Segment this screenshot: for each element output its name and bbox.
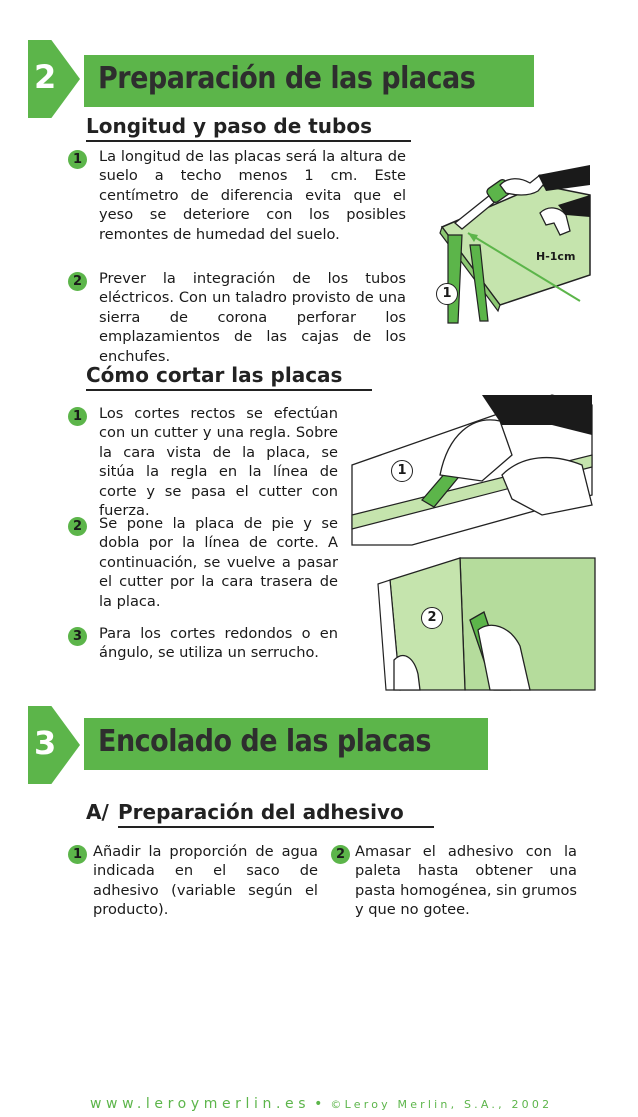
subsection-underline (86, 389, 372, 391)
step-badge: 2 (331, 845, 350, 864)
cutter-ruler-illustration (352, 395, 592, 545)
step-text: Para los cortes redondos o en ángulo, se utiliza un serrucho. (99, 625, 338, 662)
subsection-underline (118, 826, 434, 828)
section-2-number: 2 (34, 58, 57, 96)
footer (90, 1096, 552, 1112)
step-badge: 1 (68, 407, 87, 426)
step-text: Amasar el adhesivo con la paleta hasta obtener una pasta homogénea, sin grumos y que no gotee. (355, 843, 577, 919)
subsection-heading-cortar: Cómo cortar las placas (86, 363, 343, 387)
step-badge: 2 (68, 517, 87, 536)
subsection-prefix: A/ (86, 800, 109, 824)
step-badge: 1 (68, 845, 87, 864)
illustration-callout: 2 (421, 607, 443, 629)
step-badge: 1 (68, 150, 87, 169)
step-text: Añadir la proporción de agua indicada en el saco de adhesivo (variable según el producto). (93, 843, 318, 919)
section-3-title: Encolado de las placas (98, 724, 431, 759)
illustration-callout: 1 (391, 460, 413, 482)
step-badge: 2 (68, 272, 87, 291)
section-3-number: 3 (34, 724, 57, 762)
step-badge: 3 (68, 627, 87, 646)
illustration-callout: 1 (436, 283, 458, 305)
footer-url[interactable]: www.leroymerlin.es (90, 1096, 311, 1112)
footer-separator: • (314, 1096, 323, 1112)
step-text: La longitud de las placas será la altura de suelo a techo menos 1 cm. Este centímetro de diferencia evita que el yeso se deteriore con los posibles remontes de humedad del suelo. (99, 148, 406, 243)
subsection-heading-adhesivo: Preparación del adhesivo (118, 800, 404, 824)
section-2-title: Preparación de las placas (98, 61, 476, 96)
step-text: Prever la integración de los tubos eléctricos. Con un taladro provisto de una sierra de corona perforar los emplazamientos de las cajas de los enchufes. (99, 270, 406, 365)
step-text: Los cortes rectos se efectúan con un cutter y una regla. Sobre la cara vista de la placa, se sitúa la regla en la línea de corte y se pasa el cutter con fuerza. (99, 405, 338, 520)
panel-back-cut-illustration (370, 550, 595, 690)
footer-copyright: ©Leroy Merlin, S.A., 2002 (330, 1098, 553, 1111)
subsection-underline (86, 140, 411, 142)
step-text: Se pone la placa de pie y se dobla por la línea de corte. A continuación, se vuelve a pasar el cutter por la cara trasera de la placa. (99, 515, 338, 610)
measurement-label: H-1cm (536, 250, 576, 263)
subsection-heading-longitud: Longitud y paso de tubos (86, 114, 372, 138)
